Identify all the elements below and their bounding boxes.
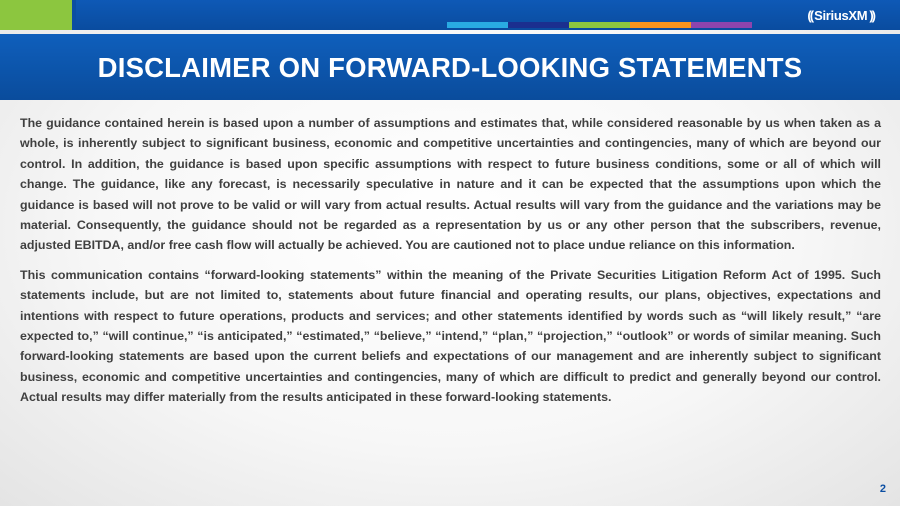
accent-bar-purple	[691, 22, 752, 28]
title-bar	[0, 34, 900, 100]
guidance-paragraph: The guidance contained herein is based upon a number of assumptions and estimates that, while considered reasonable by us when taken as a whole, is inherently subject to significant business, economic and competitive uncertainties and contingencies, many of which are beyond our control. In addition, the guidance is based upon specific assumptions with respect to future business conditions, some or all of which will change. The guidance, like any forecast, is necessarily speculative in nature and it can be expected that the assumptions upon which the guidance is based will not prove to be valid or will vary from actual results. Actual results will vary from the guidance and the variations may be material. Consequently, the guidance should not be regarded as a representation by us or any other person that the subscribers, revenue, adjusted EBITDA, and/or free cash flow will actually be achieved. You are cautioned not to place undue reliance on this information.	[20, 116, 881, 253]
accent-bar-light-blue	[447, 22, 508, 28]
page-title: DISCLAIMER ON FORWARD-LOOKING STATEMENTS	[97, 52, 803, 83]
logo-text: SiriusXM	[814, 7, 868, 23]
page-number: 2	[879, 483, 886, 495]
siriusxm-logo	[807, 5, 874, 25]
disclaimer-body	[20, 113, 881, 417]
accent-bar-green	[569, 22, 630, 28]
accent-bar-orange	[630, 22, 691, 28]
accent-bar-navy	[508, 22, 569, 28]
logo-waves-left-icon: ((	[807, 7, 813, 23]
green-accent-block	[0, 0, 72, 30]
top-banner	[0, 0, 900, 30]
logo-waves-right-icon: ))	[869, 7, 874, 23]
forward-looking-paragraph: This communication contains “forward-looking statements” within the meaning of the Private Securities Litigation Reform Act of 1995. Such statements include, but are not limited to, statements about future financial and operating results, our plans, objectives, expectations and intentions with respect to future operations, products and services; and other statements identified by words such as “will likely result,” “are expected to,” “will continue,” “is anticipated,” “estimated,” “believe,” “intend,” “plan,” “projection,” “outlook” or words of similar meaning. Such forward-looking statements are based upon the current beliefs and expectations of our management and are inherently subject to significant business, economic and competitive uncertainties and contingencies, many of which are difficult to predict and generally beyond our control. Actual results may differ materially from the results anticipated in these forward-looking statements.	[20, 267, 881, 405]
